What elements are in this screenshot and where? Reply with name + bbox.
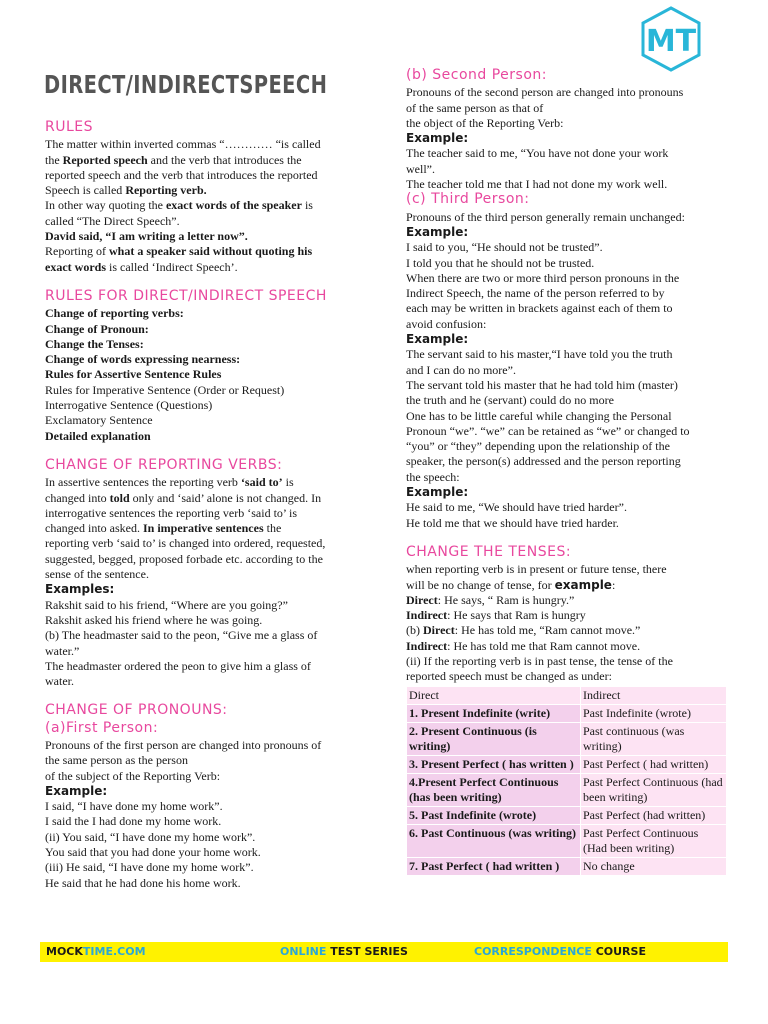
first-person-heading: (a)First Person: [45,719,159,736]
tp-example2: The servant said to his master,“I have told you the truth [406,347,673,362]
fp-examples [45,799,357,891]
rv-example: Rakshit asked his friend where he was going. [45,612,263,627]
rules-list-item: Rules for Assertive Sentence Rules [45,367,222,382]
tp-examples2 [406,347,724,485]
table-cell: 6. Past Continuous (was writing) [407,824,581,857]
table-cell: Past Perfect Continuous (Had been writing) [581,824,727,857]
tp-example: avoid confusion: [406,316,487,331]
table-header-row [407,686,727,704]
tp-example2: “you” or “they” depending upon the relationship of the [406,439,670,454]
tenses-line: Indirect: He says that Ram is hungry [406,608,586,623]
rules-list-item: Rules for Imperative Sentence (Order or Request) [45,382,285,397]
rules-line: the Reported speech and the verb that introduces the [45,152,302,167]
rv-example: (b) The headmaster said to the peon, “Give me a glass of [45,628,318,643]
rv-line: changed into told only and ‘said’ alone is not changed. In [45,490,322,505]
sp-line: of the same person as that of [406,100,544,115]
footer-test-series[interactable]: ONLINE TEST SERIES [280,945,408,958]
rv-line: sense of the sentence. [45,567,149,582]
rules-list-item: Change of words expressing nearness: [45,352,241,367]
tenses-line: Direct: He says, “ Ram is hungry.” [406,592,575,607]
rules-line: In other way quoting the exact words of the speaker is [45,198,313,213]
fp-example: He said that he had done his home work. [45,875,241,890]
tp-example3: He told me that we should have tried harder. [406,515,619,530]
fp-line: Pronouns of the first person are changed into pronouns of [45,737,322,752]
reporting-verbs-heading: CHANGE OF REPORTING VERBS: [45,456,283,473]
left-column [45,120,357,891]
second-person-heading: (b) Second Person: [406,67,547,83]
table-row [407,824,727,857]
rules-line: called “The Direct Speech”. [45,213,180,228]
tenses-heading: CHANGE THE TENSES: [406,543,572,560]
table-cell: 2. Present Continuous (is writing) [407,722,581,755]
rules-list-item: Detailed explanation [45,428,151,443]
third-person-heading: (c) Third Person: [406,191,530,208]
footer-course[interactable]: CORRESPONDENCE COURSE [474,945,646,958]
tp-examples [406,240,724,332]
tp-example3-label: Example: [406,485,469,500]
table-cell: Past Perfect (had written) [581,806,727,824]
fp-example: You said that you had done your home work. [45,845,261,860]
table-row [407,857,727,875]
table-row [407,755,727,773]
table-header-cell: Direct [407,686,581,704]
rules-line: Speech is called Reporting verb. [45,183,207,198]
first-person-text [45,738,357,784]
sp-example: The teacher said to me, “You have not done your work [406,146,669,161]
sp-example: The teacher told me that I had not done my work well. [406,177,668,192]
table-row [407,722,727,755]
tenses-intro-line: will be no change of tense, for example: [406,577,616,592]
tp-example: I said to you, “He should not be trusted”. [406,240,603,255]
tp-example2: and I can do no more”. [406,362,516,377]
rv-example-label: Examples: [45,582,115,597]
sp-line: Pronouns of the second person are changed into pronouns [406,85,684,100]
fp-line: the same person as the person [45,753,188,768]
table-row [407,704,727,722]
rules-list-item: Interrogative Sentence (Questions) [45,398,213,413]
rules-heading: RULES [45,119,94,135]
tp-example2: One has to be little careful while changing the Personal [406,408,672,423]
rules-list-heading: RULES FOR DIRECT/INDIRECT SPEECH [45,287,327,304]
tenses-table [406,686,727,876]
tp-example2: the truth and he (servant) could do no more [406,393,614,408]
table-row [407,806,727,824]
rv-example: Rakshit said to his friend, “Where are you going?” [45,597,288,612]
rules-list-item: Change the Tenses: [45,336,144,351]
second-person-text [406,85,724,131]
table-cell: 3. Present Perfect ( has written ) [407,755,581,773]
rules-list-item: Change of Pronoun: [45,321,149,336]
tp-example-label: Example: [406,224,469,239]
tenses-line: Indirect: He has told me that Ram cannot move. [406,638,641,653]
rv-examples [45,598,357,690]
tenses-intro [406,562,724,684]
rules-list [45,306,357,444]
rules-line: exact words is called ‘Indirect Speech’. [45,259,238,274]
table-cell: No change [581,857,727,875]
fp-example: (iii) He said, “I have done my home work”. [45,860,254,875]
table-cell: Past Perfect Continuous (had been writing) [581,773,727,806]
rv-line: suggested, begged, proposed forbade etc. according to the [45,551,323,566]
sp-line: the object of the Reporting Verb: [406,115,564,130]
reporting-verbs-text [45,475,357,582]
rules-list-item: Change of reporting verbs: [45,306,184,321]
rules-list-item: Exclamatory Sentence [45,413,153,428]
tp-examples3 [406,500,724,531]
rules-line: David said, “I am writing a letter now”. [45,229,248,244]
sp-examples [406,146,724,192]
rules-line: Reporting of what a speaker said without quoting his [45,244,313,259]
fp-example: (ii) You said, “I have done my home work”. [45,829,256,844]
tp-example2: speaker, the person(s) addressed and the person reporting [406,454,681,469]
tp-example: each may be written in brackets against each of them to [406,301,673,316]
table-cell: Past Indefinite (wrote) [581,704,727,722]
fp-example: I said the I had done my home work. [45,814,222,829]
rv-line: In assertive sentences the reporting verb ‘said to’ is [45,475,294,490]
sp-example-label: Example: [406,131,469,146]
tp-example3: He said to me, “We should have tried harder”. [406,500,627,515]
tenses-outro-line: (ii) If the reporting verb is in past tense, the tense of the [406,653,673,668]
tenses-intro-line: when reporting verb is in present or future tense, there [406,562,667,577]
tp-example2: Pronoun “we”. “we” can be retained as “we” or changed to [406,423,690,438]
rv-example: The headmaster ordered the peon to give him a glass of [45,658,311,673]
rv-example: water.” [45,643,80,658]
tp-example: When there are two or more third person pronouns in the [406,270,680,285]
table-row [407,773,727,806]
table-cell: 4.Present Perfect Continuous (has been writing) [407,773,581,806]
tp-example2: The servant told his master that he had told him (master) [406,377,678,392]
table-header-cell: Indirect [581,686,727,704]
rules-text [45,137,357,275]
table-cell: 7. Past Perfect ( had written ) [407,857,581,875]
rv-line: changed into asked. In imperative sentences the [45,521,282,536]
logo-text: MT [645,24,697,59]
table-cell: Past Perfect ( had written) [581,755,727,773]
table-cell: 1. Present Indefinite (write) [407,704,581,722]
tp-example2: the speech: [406,469,460,484]
table-cell: Past continuous (was writing) [581,722,727,755]
fp-line: of the subject of the Reporting Verb: [45,768,221,783]
tp-example: I told you that he should not be trusted. [406,255,595,270]
table-cell: 5. Past Indefinite (wrote) [407,806,581,824]
mocktime-logo [640,6,702,72]
rv-line: interrogative sentences the reporting verb ‘said to’ is [45,505,298,520]
rv-line: reporting verb ‘said to’ is changed into ordered, requested, [45,536,326,551]
fp-example: I said, “I have done my home work”. [45,799,223,814]
tp-line: Pronouns of the third person generally remain unchanged: [406,209,685,224]
page-title: DIRECT/INDIRECTSPEECH [44,70,328,99]
rules-line: The matter within inverted commas “………… “is called [45,137,321,152]
rv-example: water. [45,674,74,689]
footer-site[interactable]: MOCKTIME.COM [46,945,146,958]
tp-example2-label: Example: [406,332,469,347]
tp-example: Indirect Speech, the name of the person referred to by [406,286,665,301]
tenses-outro-line: reported speech must be changed as under: [406,669,612,684]
footer-bar [40,942,728,962]
pronouns-heading: CHANGE OF PRONOUNS: [45,702,228,719]
tenses-line: (b) Direct: He has told me, “Ram cannot move.” [406,623,641,638]
fp-example-label: Example: [45,783,108,798]
rules-line: reported speech and the verb that introduces the reported [45,167,318,182]
right-column [406,68,724,876]
sp-example: well”. [406,161,435,176]
